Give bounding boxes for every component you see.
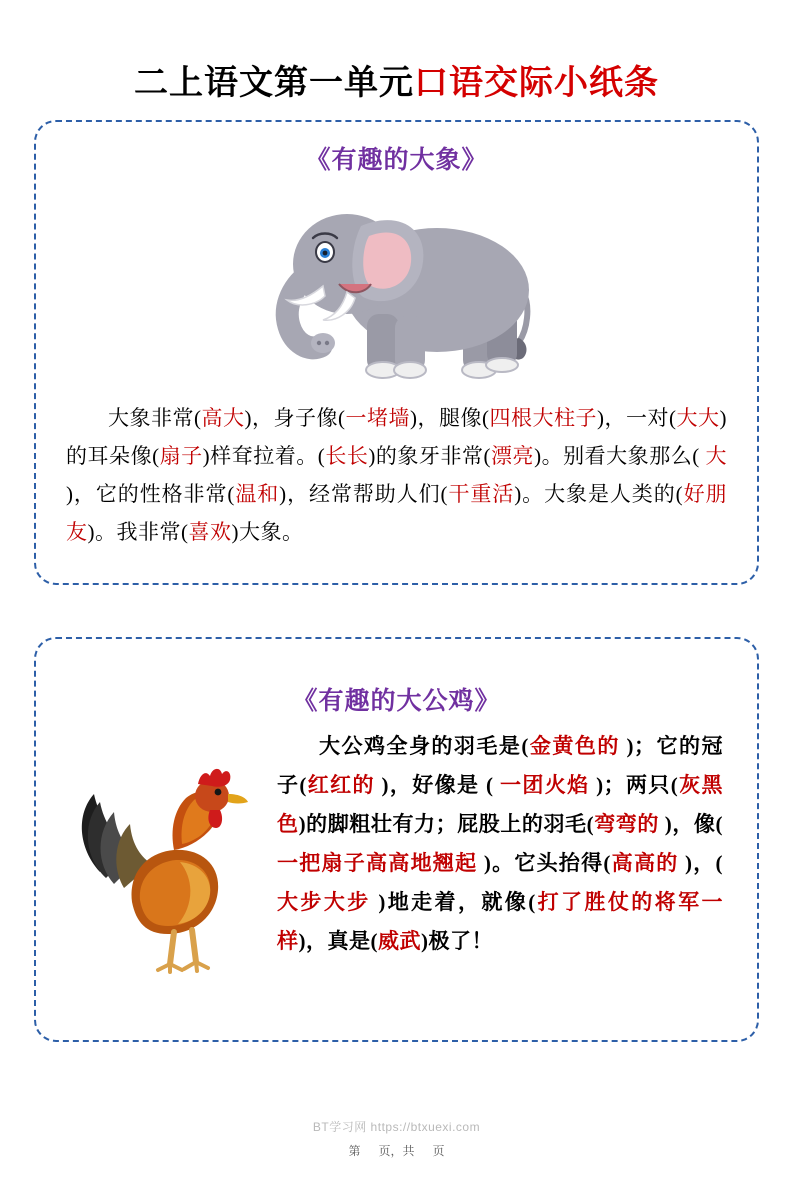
- text-seg: )。大象是人类的(: [514, 482, 684, 506]
- blank-answer: 一把扇子高高地翘起: [277, 851, 478, 875]
- text-seg: 大公鸡全身的羽毛是(: [319, 734, 529, 758]
- blank-answer: 大: [699, 444, 728, 468]
- elephant-paragraph: [66, 399, 727, 551]
- text-seg: )，它的性格非常(: [66, 482, 235, 506]
- blank-answer: 干重活: [448, 482, 515, 506]
- text-seg: 大象非常(: [108, 406, 202, 430]
- page-footer: [0, 1142, 793, 1159]
- blank-answer: 一团火焰: [493, 773, 590, 797]
- blank-answer: 漂亮: [491, 444, 535, 468]
- blank-answer: 打了胜仗的将军一样: [277, 890, 724, 953]
- elephant-illustration: [62, 178, 731, 393]
- blank-answer: 温和: [234, 482, 280, 506]
- text-seg: )，腿像(: [410, 406, 490, 430]
- page-number-suffix: 页: [432, 1144, 445, 1158]
- blank-answer: 威武: [378, 929, 421, 953]
- blank-answer: 弯弯的: [594, 812, 659, 836]
- rooster-paragraph: [277, 727, 731, 961]
- text-seg: )，好像是 (: [374, 773, 494, 797]
- text-seg: )样耷拉着。(: [202, 444, 326, 468]
- blank-answer: 好朋友: [66, 482, 728, 544]
- card-elephant-title: 《有趣的大象》: [305, 147, 488, 174]
- blank-answer: 四根大柱子: [489, 406, 597, 430]
- worksheet-page: [0, 55, 793, 1177]
- text-seg: )，经常帮助人们(: [279, 482, 449, 506]
- watermark: BT学习网 https://btxuexi.com: [312, 1120, 481, 1134]
- page-title-black: 二上语文第一单元: [134, 65, 414, 102]
- blank-answer: 一堵墙: [345, 406, 410, 430]
- blank-answer: 高大: [201, 406, 245, 430]
- text-seg: )的脚粗壮有力；屁股上的羽毛(: [298, 812, 595, 836]
- blank-answer: 金黄色的: [528, 734, 620, 758]
- rooster-row: [62, 727, 731, 987]
- blank-answer: 灰黑色: [277, 773, 724, 836]
- text-seg: )。别看大象那么(: [534, 444, 700, 468]
- blank-answer: 高高的: [610, 851, 679, 875]
- text-seg: )。它头抬得(: [477, 851, 611, 875]
- page-number-middle: 页，共: [378, 1144, 415, 1158]
- text-seg: )的耳朵像(: [66, 406, 727, 468]
- blank-answer: 大大: [676, 406, 720, 430]
- blank-answer: 红红的: [306, 773, 375, 797]
- blank-answer: 长长: [325, 444, 369, 468]
- page-title: [34, 55, 759, 104]
- text-seg: )，真是(: [298, 929, 378, 953]
- text-seg: )。我非常(: [87, 520, 189, 544]
- text-seg: )，一对(: [597, 406, 677, 430]
- card-rooster: [34, 637, 759, 1042]
- text-seg: )，(: [678, 851, 723, 875]
- text-seg: )，像(: [658, 812, 723, 836]
- page-number-prefix: 第: [348, 1144, 361, 1158]
- blank-answer: 扇子: [159, 444, 203, 468]
- card-elephant: [34, 120, 759, 585]
- text-seg: )极了！: [421, 929, 493, 953]
- text-seg: )；它的冠子(: [277, 734, 723, 797]
- card-rooster-title: 《有趣的大公鸡》: [292, 688, 501, 715]
- text-seg: )地走着，就像(: [370, 890, 536, 914]
- text-seg: )，身子像(: [244, 406, 346, 430]
- text-seg: )；两只(: [589, 773, 679, 797]
- page-title-red: 口语交际小纸条: [414, 65, 659, 102]
- blank-answer: 喜欢: [188, 520, 232, 544]
- text-seg: )大象。: [231, 520, 304, 544]
- rooster-photo: [62, 727, 277, 987]
- text-seg: )的象牙非常(: [368, 444, 491, 468]
- blank-answer: 大步大步: [277, 890, 371, 914]
